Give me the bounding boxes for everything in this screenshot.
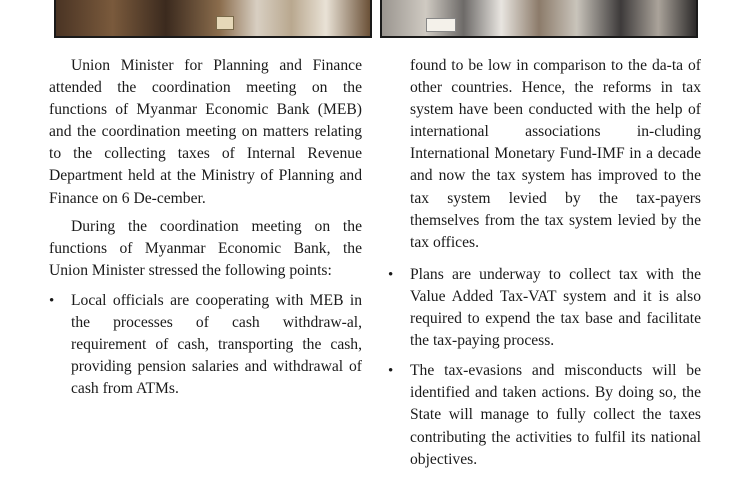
bullet-list bbox=[388, 264, 701, 471]
meeting-photo-left bbox=[54, 0, 372, 38]
bullet-icon: • bbox=[49, 292, 55, 309]
article-left-column bbox=[49, 55, 362, 408]
list-item bbox=[49, 290, 362, 400]
article-paragraph: found to be low in comparison to the da-ta of other countries. Hence, the reforms in tax system have been conducted with the help of international associations in-cluding International Monetary Fund-IMF in a decade and now the tax system has improved to the tax system levied by the tax-payers themselves from the tax system levied by the tax offices. bbox=[410, 57, 701, 251]
desk-nameplate bbox=[216, 16, 234, 30]
article-paragraph: During the coordination meeting on the functions of Myanmar Economic Bank, the Union Minister stressed the following points: bbox=[49, 217, 362, 279]
bullet-icon: • bbox=[388, 266, 394, 283]
meeting-photo-right bbox=[380, 0, 698, 38]
bullet-list bbox=[49, 290, 362, 400]
list-item-text: The tax-evasions and misconducts will be identified and taken actions. By doing so, the State will manage to fully collect the taxes contributing the activities to fulfil its national objectives. bbox=[410, 362, 701, 468]
list-item-text: Plans are underway to collect tax with the Value Added Tax-VAT system and it is also required to expend the tax base and facilitate the tax-paying process. bbox=[410, 265, 701, 350]
desk-nameplate bbox=[426, 18, 456, 32]
list-item bbox=[388, 264, 701, 352]
list-item-text: Local officials are cooperating with MEB in the processes of cash withdraw-al, requirement of cash, transporting the cash, providing pension salaries and withdrawal of cash from ATMs. bbox=[71, 291, 362, 398]
article-paragraph: Union Minister for Planning and Finance attended the coordination meeting on the functions of Myanmar Economic Bank (MEB) and the coordination meeting on matters relating to the collecting taxes of Internal Revenue Department held at the Ministry of Planning and Finance on 6 De-cember. bbox=[49, 57, 362, 207]
article-right-column bbox=[388, 55, 701, 479]
list-item bbox=[388, 360, 701, 470]
bullet-icon: • bbox=[388, 363, 394, 380]
